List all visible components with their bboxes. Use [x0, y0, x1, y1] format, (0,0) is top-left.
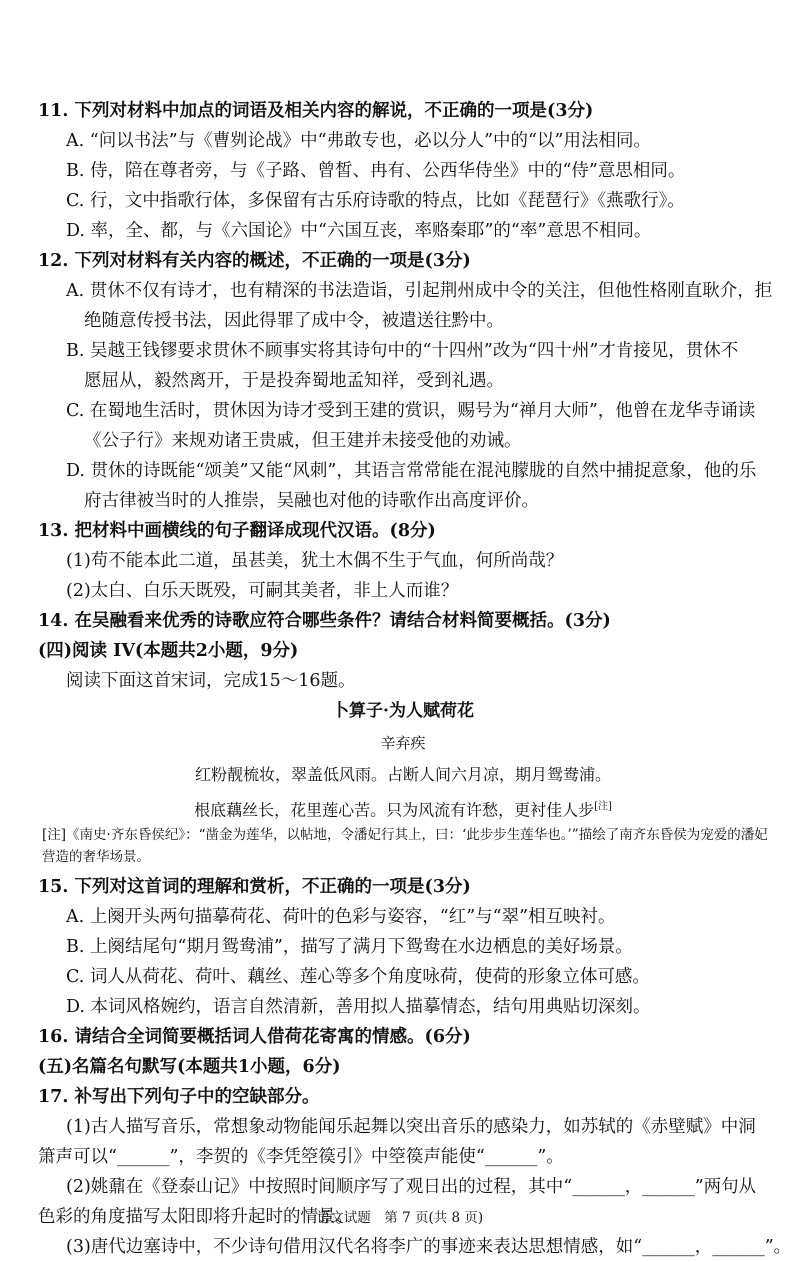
question-11: 11. 下列对材料中加点的词语及相关内容的解说，不正确的一项是(3分): [38, 101, 594, 121]
q17-item-1-cont: 箫声可以“______”，李贺的《李凭箜篌引》中箜篌声能使“______”。: [38, 1147, 564, 1167]
q12-option-b: B. 吴越王钱镠要求贯休不顾事实将其诗句中的“十四州”改为“四十州”才肯接见，贯休不: [66, 341, 739, 361]
q15-option-b: B. 上阕结尾句“期月鸳鸯浦”，描写了满月下鸳鸯在水边栖息的美好场景。: [66, 937, 633, 957]
question-15: 15. 下列对这首词的理解和赏析，不正确的一项是(3分): [38, 877, 471, 897]
note-mark: [注]: [594, 801, 612, 812]
poem-title: 卜算子·为人赋荷花: [332, 701, 474, 721]
section-recitation: (五)名篇名句默写(本题共1小题，6分): [38, 1057, 341, 1077]
q12-option-d-cont: 府古律被当时的人推崇，吴融也对他的诗歌作出高度评价。: [84, 491, 539, 511]
question-14: 14. 在吴融看来优秀的诗歌应符合哪些条件？请结合材料简要概括。(3分): [38, 611, 611, 631]
q12-option-c-cont: 《公子行》来规劝诸王贵戚，但王建并未接受他的劝诫。: [84, 431, 522, 451]
q17-item-2-cont: 色彩的角度描写太阳即将升起时的情景。: [38, 1207, 353, 1227]
q11-option-c: C. 行，文中指歌行体，多保留有古乐府诗歌的特点，比如《琵琶行》《燕歌行》。: [66, 191, 685, 211]
poem-line-2-text: 根底藕丝长，花里莲心苦。只为风流有许愁，更衬佳人步: [194, 800, 595, 820]
q12-option-c: C. 在蜀地生活时，贯休因为诗才受到王建的赏识，赐号为“禅月大师”，他曾在龙华寺诵读: [66, 401, 756, 421]
q12-option-d: D. 贯休的诗既能“颂美”又能“风刺”，其语言常常能在混沌朦胧的自然中捕捉意象，他的乐: [66, 461, 757, 481]
q12-option-a-cont: 绝随意传授书法，因此得罪了成中令，被遣送往黔中。: [84, 311, 504, 331]
question-17: 17. 补写出下列句子中的空缺部分。: [38, 1087, 320, 1107]
poem-author: 辛弃疾: [380, 734, 426, 752]
question-12: 12. 下列对材料有关内容的概述，不正确的一项是(3分): [38, 251, 471, 271]
page-footer: 语文试题 第 7 页(共 8 页): [316, 1210, 484, 1226]
q12-option-a: A. 贯休不仅有诗才，也有精深的书法造诣，引起荆州成中令的关注，但他性格刚直耿介，拒: [66, 281, 773, 301]
reading-instruction: 阅读下面这首宋词，完成15～16题。: [66, 671, 356, 691]
question-13: 13. 把材料中画横线的句子翻译成现代汉语。(8分): [38, 521, 436, 541]
q12-option-b-cont: 愿屈从，毅然离开，于是投奔蜀地孟知祥，受到礼遇。: [84, 371, 504, 391]
section-reading-4: (四)阅读 IV(本题共2小题，9分): [38, 641, 299, 661]
q15-option-a: A. 上阕开头两句描摹荷花、荷叶的色彩与姿容，“红”与“翠”相互映衬。: [66, 907, 616, 927]
q15-option-c: C. 词人从荷花、荷叶、藕丝、莲心等多个角度咏荷，使荷的形象立体可感。: [66, 967, 650, 987]
poem-line-1: 红粉靓梳妆，翠盖低风雨。占断人间六月凉，期月鸳鸯浦。: [194, 765, 611, 784]
q13-item-1: (1)苟不能本此二道，虽甚美，犹土木偶不生于气血，何所尚哉？: [66, 551, 564, 571]
q11-option-d: D. 率，全、都，与《六国论》中“六国互丧，率赂秦耶”的“率”意思不相同。: [66, 221, 652, 241]
q17-item-3: (3)唐代边塞诗中，不少诗句借用汉代名将李广的事迹来表达思想情感，如“______，______”。: [66, 1237, 792, 1257]
q17-item-1: (1)古人描写音乐，常想象动物能闻乐起舞以突出音乐的感染力，如苏轼的《赤壁赋》中洞: [66, 1117, 756, 1137]
q11-option-a: A. “问以书法”与《曹刿论战》中“弗敢专也，必以分人”中的“以”用法相同。: [66, 131, 651, 151]
poem-note: [注]《南史·齐东昏侯纪》：“凿金为莲华，以帖地，令潘妃行其上，曰：‘此步步生莲华也。’”描绘了南齐东昏侯为宠爱的潘妃营造的奢华场景。: [42, 827, 768, 865]
q17-item-2: (2)姚鼐在《登泰山记》中按照时间顺序写了观日出的过程，其中“______，______”两句从: [66, 1177, 757, 1197]
q13-item-2: (2)太白、白乐天既殁，可嗣其美者，非上人而谁？: [66, 581, 459, 601]
exam-page: [38, 96, 792, 1262]
q15-option-d: D. 本词风格婉约，语言自然清新，善用拟人描摹情态，结句用典贴切深刻。: [66, 997, 651, 1017]
question-16: 16. 请结合全词简要概括词人借荷花寄寓的情感。(6分): [38, 1027, 471, 1047]
q11-option-b: B. 侍，陪在尊者旁，与《子路、曾皙、冉有、公西华侍坐》中的“侍”意思相同。: [66, 161, 686, 181]
poem-line-2: [38, 792, 768, 824]
